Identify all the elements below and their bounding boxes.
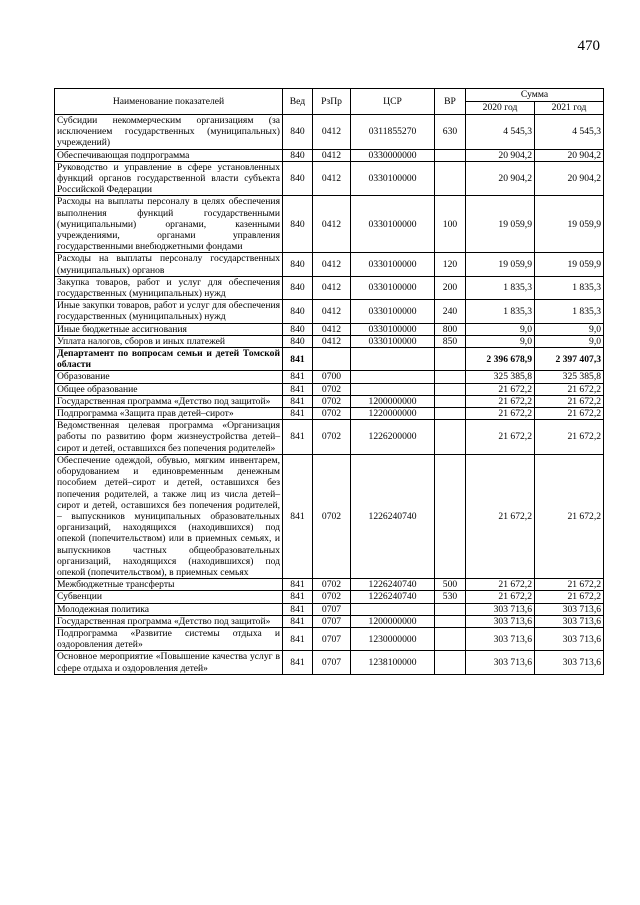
table-row: [55, 651, 604, 674]
cell-2020: 9,0: [466, 335, 535, 347]
cell-vr: 120: [435, 253, 466, 276]
cell-name: Субсидии некоммерческим организациям (за исключением государственных (муниципальных) учреждений): [55, 115, 283, 150]
cell-name: Руководство и управление в сфере установленных функций органов государственной власти субъекта Российской Федерации: [55, 161, 283, 196]
cell-name: Уплата налогов, сборов и иных платежей: [55, 335, 283, 347]
cell-rzpr: 0702: [313, 454, 351, 578]
cell-2020: 325 385,8: [466, 371, 535, 383]
cell-ved: 841: [283, 579, 313, 591]
cell-csr: 1238100000: [351, 651, 435, 674]
cell-rzpr: 0412: [313, 161, 351, 196]
cell-2021: 303 713,6: [535, 627, 604, 650]
cell-vr: 530: [435, 591, 466, 603]
cell-2021: 21 672,2: [535, 454, 604, 578]
cell-2020: 19 059,9: [466, 253, 535, 276]
cell-csr: 0330100000: [351, 323, 435, 335]
cell-name: Образование: [55, 371, 283, 383]
cell-name: Молодежная политика: [55, 603, 283, 615]
cell-vr: [435, 454, 466, 578]
cell-csr: [351, 371, 435, 383]
cell-ved: 841: [283, 371, 313, 383]
cell-2021: 1 835,3: [535, 300, 604, 323]
cell-2021: 21 672,2: [535, 420, 604, 455]
cell-csr: [351, 348, 435, 371]
cell-vr: [435, 603, 466, 615]
table-row: [55, 196, 604, 253]
table-row: [55, 161, 604, 196]
table-row: [55, 420, 604, 455]
cell-name: Государственная программа «Детство под защитой»: [55, 395, 283, 407]
cell-csr: [351, 383, 435, 395]
table-row: [55, 615, 604, 627]
cell-vr: 800: [435, 323, 466, 335]
cell-vr: 850: [435, 335, 466, 347]
cell-name: Подпрограмма «Защита прав детей–сирот»: [55, 408, 283, 420]
table-row: [55, 408, 604, 420]
cell-rzpr: 0702: [313, 420, 351, 455]
cell-ved: 840: [283, 149, 313, 161]
cell-rzpr: 0707: [313, 615, 351, 627]
cell-ved: 841: [283, 627, 313, 650]
cell-csr: 1220000000: [351, 408, 435, 420]
table-body: [55, 115, 604, 675]
cell-vr: [435, 615, 466, 627]
cell-name: Расходы на выплаты персоналу в целях обеспечения выполнения функций государственными (муниципальными) органами, казенными учреждениями, органами управления государственными внебюджетными фондами: [55, 196, 283, 253]
cell-csr: 0330100000: [351, 161, 435, 196]
table-row: [55, 603, 604, 615]
cell-rzpr: 0412: [313, 276, 351, 299]
cell-rzpr: 0700: [313, 371, 351, 383]
cell-2020: 21 672,2: [466, 454, 535, 578]
cell-2021: 4 545,3: [535, 115, 604, 150]
cell-name: Иные бюджетные ассигнования: [55, 323, 283, 335]
cell-rzpr: [313, 348, 351, 371]
table-row: [55, 348, 604, 371]
cell-2021: 325 385,8: [535, 371, 604, 383]
cell-csr: 1226240740: [351, 579, 435, 591]
cell-ved: 841: [283, 603, 313, 615]
table-row: [55, 454, 604, 578]
cell-2020: 2 396 678,9: [466, 348, 535, 371]
cell-csr: 1230000000: [351, 627, 435, 650]
cell-vr: [435, 651, 466, 674]
cell-vr: 500: [435, 579, 466, 591]
cell-ved: 840: [283, 276, 313, 299]
cell-2021: 9,0: [535, 335, 604, 347]
header-sum: Сумма: [466, 89, 604, 102]
header-year-2020: 2020 год: [466, 102, 535, 115]
cell-ved: 840: [283, 335, 313, 347]
cell-csr: 1200000000: [351, 395, 435, 407]
cell-2021: 19 059,9: [535, 196, 604, 253]
cell-name: Подпрограмма «Развитие системы отдыха и оздоровления детей»: [55, 627, 283, 650]
cell-csr: 1226240740: [351, 591, 435, 603]
cell-rzpr: 0412: [313, 115, 351, 150]
cell-2020: 20 904,2: [466, 149, 535, 161]
cell-rzpr: 0412: [313, 253, 351, 276]
cell-ved: 840: [283, 253, 313, 276]
cell-csr: 0311855270: [351, 115, 435, 150]
cell-2021: 21 672,2: [535, 408, 604, 420]
cell-vr: [435, 161, 466, 196]
cell-rzpr: 0702: [313, 591, 351, 603]
cell-csr: 0330100000: [351, 253, 435, 276]
cell-ved: 840: [283, 115, 313, 150]
cell-name: Субвенции: [55, 591, 283, 603]
cell-rzpr: 0412: [313, 300, 351, 323]
cell-2020: 21 672,2: [466, 408, 535, 420]
cell-ved: 841: [283, 395, 313, 407]
cell-2021: 20 904,2: [535, 149, 604, 161]
cell-ved: 840: [283, 300, 313, 323]
table-row: [55, 579, 604, 591]
cell-2021: 21 672,2: [535, 591, 604, 603]
cell-2020: 19 059,9: [466, 196, 535, 253]
cell-csr: 1226200000: [351, 420, 435, 455]
table-row: [55, 115, 604, 150]
cell-2020: 21 672,2: [466, 395, 535, 407]
cell-csr: [351, 603, 435, 615]
cell-2021: 2 397 407,3: [535, 348, 604, 371]
cell-vr: [435, 420, 466, 455]
cell-vr: [435, 371, 466, 383]
table-row: [55, 335, 604, 347]
cell-ved: 841: [283, 348, 313, 371]
cell-2020: 303 713,6: [466, 651, 535, 674]
cell-2020: 21 672,2: [466, 383, 535, 395]
cell-2020: 1 835,3: [466, 300, 535, 323]
cell-rzpr: 0702: [313, 408, 351, 420]
cell-2020: 303 713,6: [466, 627, 535, 650]
cell-name: Межбюджетные трансферты: [55, 579, 283, 591]
cell-ved: 841: [283, 420, 313, 455]
table-row: [55, 395, 604, 407]
table-row: [55, 149, 604, 161]
header-csr: ЦСР: [351, 89, 435, 115]
cell-ved: 841: [283, 454, 313, 578]
cell-2020: 303 713,6: [466, 615, 535, 627]
cell-name: Департамент по вопросам семьи и детей Томской области: [55, 348, 283, 371]
cell-vr: 100: [435, 196, 466, 253]
cell-vr: [435, 395, 466, 407]
cell-vr: [435, 408, 466, 420]
cell-vr: 240: [435, 300, 466, 323]
cell-name: Расходы на выплаты персоналу государственных (муниципальных) органов: [55, 253, 283, 276]
cell-name: Основное мероприятие «Повышение качества услуг в сфере отдыха и оздоровления детей»: [55, 651, 283, 674]
cell-vr: [435, 348, 466, 371]
cell-2020: 303 713,6: [466, 603, 535, 615]
table-row: [55, 627, 604, 650]
cell-rzpr: 0702: [313, 395, 351, 407]
table-row: [55, 383, 604, 395]
page-number: 470: [577, 38, 600, 54]
cell-ved: 840: [283, 323, 313, 335]
cell-ved: 841: [283, 615, 313, 627]
table-row: [55, 253, 604, 276]
cell-2021: 9,0: [535, 323, 604, 335]
cell-2021: 303 713,6: [535, 651, 604, 674]
cell-rzpr: 0412: [313, 323, 351, 335]
cell-vr: 630: [435, 115, 466, 150]
table-row: [55, 591, 604, 603]
cell-rzpr: 0707: [313, 627, 351, 650]
table-row: [55, 300, 604, 323]
cell-2021: 21 672,2: [535, 383, 604, 395]
cell-name: Общее образование: [55, 383, 283, 395]
cell-ved: 841: [283, 408, 313, 420]
cell-2021: 303 713,6: [535, 615, 604, 627]
cell-ved: 840: [283, 161, 313, 196]
cell-2020: 1 835,3: [466, 276, 535, 299]
cell-2020: 20 904,2: [466, 161, 535, 196]
cell-csr: 1226240740: [351, 454, 435, 578]
cell-csr: 0330100000: [351, 300, 435, 323]
cell-name: Иные закупки товаров, работ и услуг для обеспечения государственных (муниципальных) нужд: [55, 300, 283, 323]
cell-csr: 0330100000: [351, 276, 435, 299]
cell-ved: 840: [283, 196, 313, 253]
header-year-2021: 2021 год: [535, 102, 604, 115]
cell-2020: 21 672,2: [466, 420, 535, 455]
cell-2021: 20 904,2: [535, 161, 604, 196]
cell-name: Обеспечение одеждой, обувью, мягким инвентарем, оборудованием и единовременным денежным пособием детей–сирот и детей, оставшихся без попечения родителей, а также лиц из числа детей–сирот и детей, оставшихся без попечения родителей, – выпускников муниципальных образовательных организаций, находящихся (находившихся) под опекой (попечительством) или в приемных семьях, и выпускников частных общеобразовательных организаций, находящихся (находившихся) под опекой (попечительством), в приемных семьях: [55, 454, 283, 578]
cell-2021: 1 835,3: [535, 276, 604, 299]
cell-csr: 0330100000: [351, 196, 435, 253]
cell-rzpr: 0707: [313, 651, 351, 674]
cell-2021: 21 672,2: [535, 395, 604, 407]
cell-name: Ведомственная целевая программа «Организация работы по развитию форм жизнеустройства детей–сирот и детей, оставшихся без попечения родителей»: [55, 420, 283, 455]
table-row: [55, 323, 604, 335]
cell-vr: [435, 149, 466, 161]
cell-ved: 841: [283, 651, 313, 674]
cell-2020: 21 672,2: [466, 591, 535, 603]
header-vr: ВР: [435, 89, 466, 115]
header-rzpr: РзПр: [313, 89, 351, 115]
cell-vr: 200: [435, 276, 466, 299]
cell-csr: 0330100000: [351, 335, 435, 347]
cell-name: Государственная программа «Детство под защитой»: [55, 615, 283, 627]
budget-table: [54, 88, 604, 675]
cell-name: Обеспечивающая подпрограмма: [55, 149, 283, 161]
cell-2020: 21 672,2: [466, 579, 535, 591]
cell-rzpr: 0702: [313, 579, 351, 591]
cell-2020: 9,0: [466, 323, 535, 335]
cell-vr: [435, 627, 466, 650]
cell-rzpr: 0412: [313, 149, 351, 161]
cell-2021: 21 672,2: [535, 579, 604, 591]
cell-rzpr: 0412: [313, 335, 351, 347]
cell-name: Закупка товаров, работ и услуг для обеспечения государственных (муниципальных) нужд: [55, 276, 283, 299]
cell-rzpr: 0707: [313, 603, 351, 615]
header-name: Наименование показателей: [55, 89, 283, 115]
header-ved: Вед: [283, 89, 313, 115]
cell-csr: 1200000000: [351, 615, 435, 627]
cell-vr: [435, 383, 466, 395]
cell-ved: 841: [283, 591, 313, 603]
table-row: [55, 276, 604, 299]
table-row: [55, 371, 604, 383]
cell-ved: 841: [283, 383, 313, 395]
cell-csr: 0330000000: [351, 149, 435, 161]
cell-2021: 19 059,9: [535, 253, 604, 276]
cell-2020: 4 545,3: [466, 115, 535, 150]
cell-rzpr: 0412: [313, 196, 351, 253]
cell-2021: 303 713,6: [535, 603, 604, 615]
cell-rzpr: 0702: [313, 383, 351, 395]
